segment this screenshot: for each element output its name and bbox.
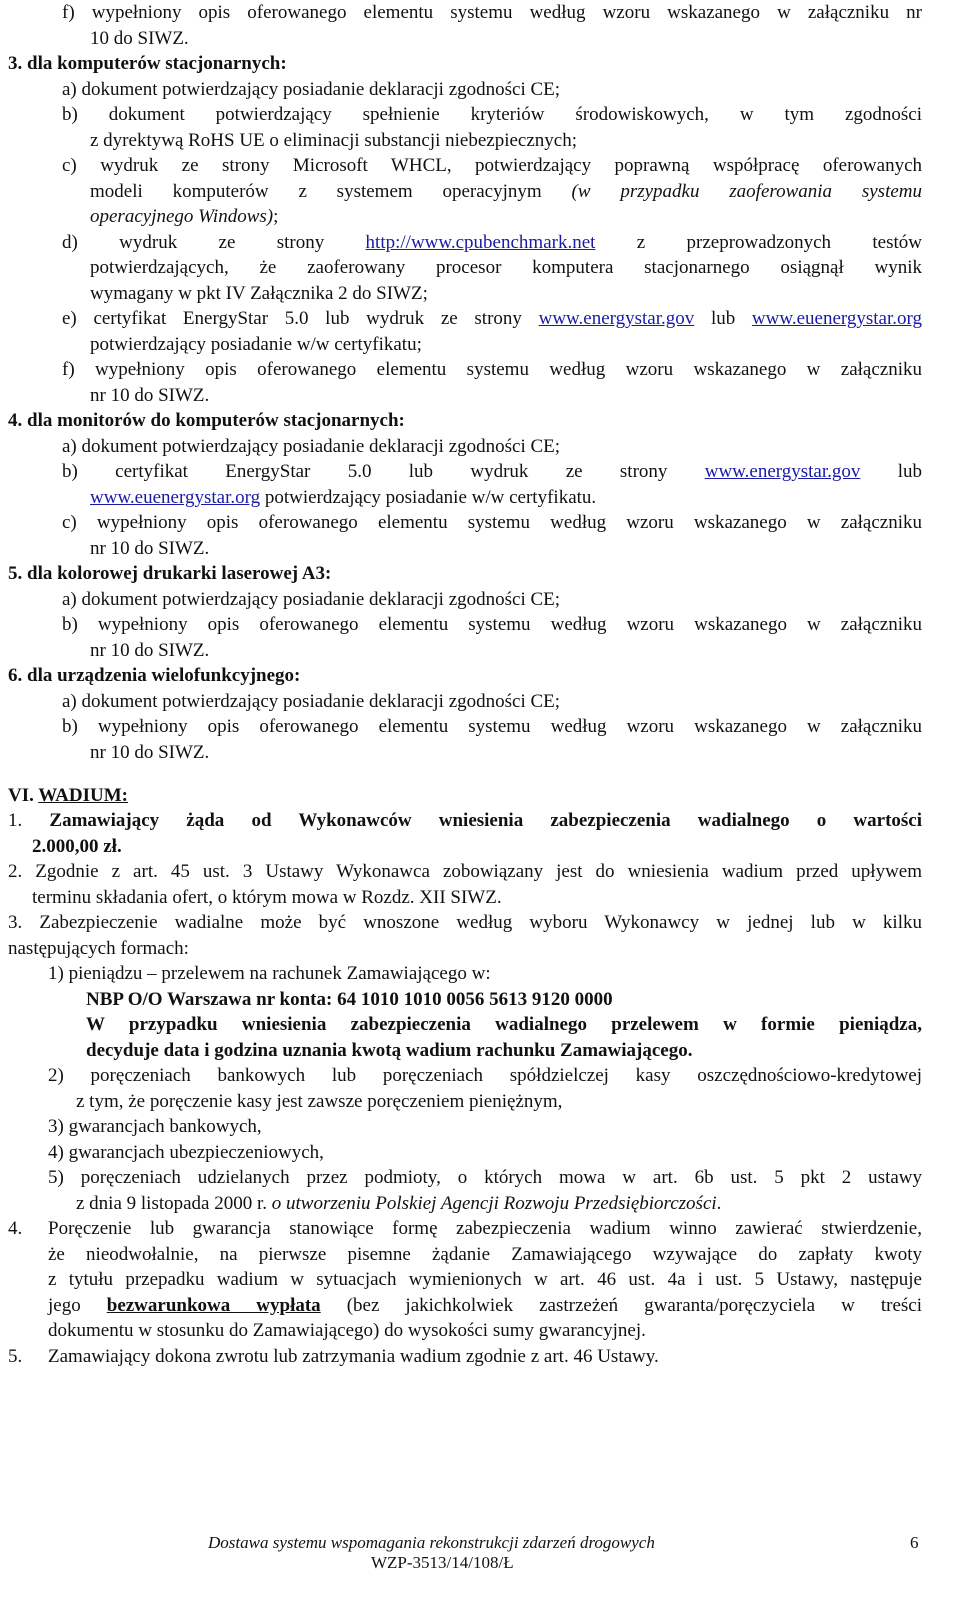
text-line <box>90 485 596 511</box>
text-line <box>90 638 209 664</box>
italic-text: operacyjnego Windows) <box>90 206 274 227</box>
bold-text: 6. dla urządzenia wielofunkcyjnego: <box>8 665 301 686</box>
text-line <box>48 1063 922 1089</box>
text-line <box>62 357 922 383</box>
text-span: c) wydruk ze strony Microsoft WHCL, potwierdzający poprawną współpracę oferowanych <box>62 155 922 176</box>
text-line <box>48 1114 262 1140</box>
text-line <box>48 1242 922 1268</box>
text-line <box>62 587 560 613</box>
text-span: b) dokument potwierdzający spełnienie kryteriów środowiskowych, w tym zgodności <box>62 104 922 125</box>
text-span: a) dokument potwierdzający posiadanie deklaracji zgodności CE; <box>62 691 561 712</box>
text-line <box>62 689 560 715</box>
url-link[interactable]: http://www.cpubenchmark.net <box>365 232 596 253</box>
text-span: b) wypełniony opis oferowanego elementu systemu według wzoru wskazanego w załączniku <box>62 614 922 635</box>
text-span: modeli komputerów z systemem operacyjnym <box>90 181 572 202</box>
url-link[interactable]: www.euenergystar.org <box>90 487 261 508</box>
text-line <box>32 834 122 860</box>
text-line <box>48 1293 922 1319</box>
text-span: nr 10 do SIWZ. <box>90 385 210 406</box>
text-span: 3. Zabezpieczenie wadialne może być wnoszone według wyboru Wykonawcy w jednej lub w kilku <box>8 912 922 933</box>
text-span: b) wypełniony opis oferowanego elementu systemu według wzoru wskazanego w załączniku <box>62 716 922 737</box>
bold-text: 4. dla monitorów do komputerów stacjonarnych: <box>8 410 405 431</box>
text-span: . <box>716 1193 722 1214</box>
text-line <box>90 204 278 230</box>
text-line <box>8 859 922 885</box>
text-line <box>90 179 922 205</box>
text-line <box>8 1344 22 1370</box>
text-span: lub <box>860 461 922 482</box>
text-line <box>62 714 922 740</box>
text-line <box>8 51 287 77</box>
bold-text: NBP O/O Warszawa nr konta: 64 1010 1010 0056 5613 9120 0000 <box>86 989 613 1010</box>
footer-title: Dostawa systemu wspomagania rekonstrukcji zdarzeń drogowych <box>208 1533 655 1552</box>
text-span: potwierdzających, że zaoferowany procesor komputera stacjonarnego osiągnął wynik <box>90 257 922 278</box>
bold-text: bezwarunkowa wypłata <box>106 1295 321 1316</box>
text-span: a) dokument potwierdzający posiadanie deklaracji zgodności CE; <box>62 589 561 610</box>
text-line <box>8 936 189 962</box>
text-line <box>48 1318 646 1344</box>
text-span: 10 do SIWZ. <box>90 28 189 49</box>
bold-text: decyduje data i godzina uznania kwotą wadium rachunku Zamawiającego. <box>86 1040 693 1061</box>
text-span: 5. <box>8 1346 23 1367</box>
footer-reference: WZP-3513/14/108/Ł <box>371 1553 514 1572</box>
text-span: lub <box>694 308 752 329</box>
text-line <box>90 383 209 409</box>
text-span: e) certyfikat EnergyStar 5.0 lub wydruk ze strony <box>62 308 539 329</box>
text-line <box>86 1012 922 1038</box>
url-link[interactable]: www.energystar.gov <box>704 461 861 482</box>
text-line <box>48 1140 324 1166</box>
text-span: 3) gwarancjach bankowych, <box>48 1116 262 1137</box>
text-span: nr 10 do SIWZ. <box>90 742 210 763</box>
text-line <box>90 332 422 358</box>
text-line <box>62 0 922 26</box>
text-span: b) certyfikat EnergyStar 5.0 lub wydruk ze strony <box>62 461 705 482</box>
text-span: z tym, że poręczenie kasy jest zawsze poręczeniem pieniężnym, <box>76 1091 563 1112</box>
bold-text: 5. dla kolorowej drukarki laserowej A3: <box>8 563 332 584</box>
text-line <box>76 1089 562 1115</box>
bold-text: dla komputerów stacjonarnych: <box>27 53 287 74</box>
text-line <box>8 910 922 936</box>
url-link[interactable]: www.euenergystar.org <box>751 308 923 329</box>
text-line <box>90 128 577 154</box>
text-line <box>8 408 405 434</box>
text-span: d) wydruk ze strony <box>62 232 366 253</box>
text-span: 2) poręczeniach bankowych lub poręczeniach spółdzielczej kasy oszczędnościowo-kredytowej <box>48 1065 922 1086</box>
text-span: (bez jakichkolwiek zastrzeżeń gwaranta/poręczyciela w treści <box>320 1295 923 1316</box>
text-span: a) dokument potwierdzający posiadanie deklaracji zgodności CE; <box>62 79 561 100</box>
url-link[interactable]: www.energystar.gov <box>538 308 695 329</box>
italic-text: (w przypadku zaoferowania systemu <box>571 181 922 202</box>
text-span: a) dokument potwierdzający posiadanie deklaracji zgodności CE; <box>62 436 561 457</box>
text-span: 4) gwarancjach ubezpieczeniowych, <box>48 1142 324 1163</box>
text-line <box>8 663 300 689</box>
bold-text: W przypadku wniesienia zabezpieczenia wadialnego przelewem w formie pieniądza, <box>86 1014 922 1035</box>
text-span: ; <box>273 206 279 227</box>
text-span: dokumentu w stosunku do Zamawiającego) do wysokości sumy gwarancyjnej. <box>48 1320 646 1341</box>
text-span: nr 10 do SIWZ. <box>90 640 210 661</box>
text-line <box>62 153 922 179</box>
text-line <box>90 26 189 52</box>
text-span: wymagany w pkt IV Załącznika 2 do SIWZ; <box>90 283 428 304</box>
bold-text: 3. <box>8 53 27 74</box>
text-span: 5) poręczeniach udzielanych przez podmioty, o których mowa w art. 6b ust. 5 pkt 2 ustawy <box>48 1167 922 1188</box>
text-span: że nieodwołalnie, na pierwsze pisemne żądanie Zamawiającego wzywające do zapłaty kwoty <box>48 1244 922 1265</box>
text-span: 2. Zgodnie z art. 45 ust. 3 Ustawy Wykonawca zobowiązany jest do wniesienia wadium przed upływem <box>8 861 922 882</box>
text-line <box>62 612 922 638</box>
text-span: Poręczenie lub gwarancja stanowiące formę zabezpieczenia wadium winno zawierać stwierdzenie, <box>48 1218 922 1239</box>
text-span: 1) pieniądzu – przelewem na rachunek Zamawiającego w: <box>48 963 491 984</box>
text-line <box>90 536 209 562</box>
text-line <box>76 1191 721 1217</box>
text-span: f) wypełniony opis oferowanego elementu systemu według wzoru wskazanego w załączniku <box>62 359 922 380</box>
bold-text: WADIUM: <box>38 785 128 806</box>
text-line <box>62 510 922 536</box>
text-line <box>62 459 922 485</box>
text-span: następujących formach: <box>8 938 189 959</box>
text-line <box>8 783 128 809</box>
text-span: z tytułu przepadku wadium w sytuacjach wymienionych w art. 46 ust. 4a i ust. 5 Ustawy, następuje <box>48 1269 922 1290</box>
bold-text: 2.000,00 zł. <box>32 836 122 857</box>
text-line <box>48 1267 922 1293</box>
text-span: 4. <box>8 1218 23 1239</box>
text-span: jego <box>48 1295 107 1316</box>
text-line <box>62 102 922 128</box>
text-line <box>48 1344 659 1370</box>
text-span: Zamawiający dokona zwrotu lub zatrzymania wadium zgodnie z art. 46 Ustawy. <box>48 1346 659 1367</box>
text-span: nr 10 do SIWZ. <box>90 538 210 559</box>
text-line <box>32 885 502 911</box>
text-line <box>62 77 560 103</box>
text-line <box>8 1216 22 1242</box>
bold-text: VI. <box>8 785 39 806</box>
text-line <box>62 306 922 332</box>
text-line <box>90 281 428 307</box>
text-line <box>48 1216 922 1242</box>
text-line <box>90 255 922 281</box>
text-span: potwierdzający posiadanie w/w certyfikatu; <box>90 334 422 355</box>
text-span: terminu składania ofert, o którym mowa w Rozdz. XII SIWZ. <box>32 887 502 908</box>
text-line <box>86 1038 692 1064</box>
page-number: 6 <box>910 1533 919 1552</box>
italic-text: o utworzeniu Polskiej Agencji Rozwoju Przedsiębiorczości <box>271 1193 717 1214</box>
text-line <box>48 961 491 987</box>
text-span: 1. <box>8 810 50 831</box>
text-line <box>90 740 209 766</box>
text-span: z dnia 9 listopada 2000 r. <box>76 1193 272 1214</box>
text-span: f) wypełniony opis oferowanego elementu systemu według wzoru wskazanego w załączniku nr <box>62 2 922 23</box>
text-line <box>86 987 613 1013</box>
text-span: z przeprowadzonych testów <box>595 232 922 253</box>
text-span: c) wypełniony opis oferowanego elementu systemu według wzoru wskazanego w załączniku <box>62 512 922 533</box>
text-span: z dyrektywą RoHS UE o eliminacji substancji niebezpiecznych; <box>90 130 577 151</box>
text-line <box>62 434 560 460</box>
text-line <box>8 561 331 587</box>
text-line <box>48 1165 922 1191</box>
text-line <box>8 808 922 834</box>
text-span: potwierdzający posiadanie w/w certyfikatu. <box>260 487 597 508</box>
text-line <box>62 230 922 256</box>
bold-text: Zamawiający żąda od Wykonawców wniesienia zabezpieczenia wadialnego o wartości <box>49 810 923 831</box>
